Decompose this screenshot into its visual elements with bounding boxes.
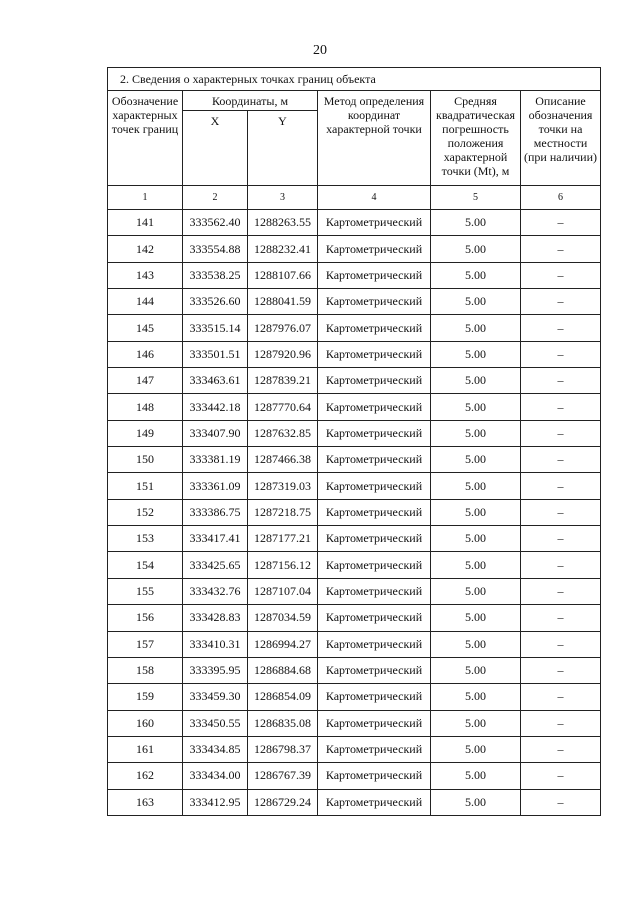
header-method: Метод определения координат характерной точки: [318, 91, 431, 186]
coordinate-y: 1287976.07: [248, 315, 318, 341]
column-number: 5: [431, 186, 521, 210]
table-row: [108, 341, 601, 367]
point-designation: 161: [108, 736, 183, 762]
table-row: [108, 605, 601, 631]
point-designation: 151: [108, 473, 183, 499]
method-cell: Картометрический: [318, 394, 431, 420]
coordinate-x: 333554.88: [183, 236, 248, 262]
column-number: 6: [521, 186, 601, 210]
error-cell: 5.00: [431, 236, 521, 262]
table-row: [108, 394, 601, 420]
point-designation: 158: [108, 657, 183, 683]
error-cell: 5.00: [431, 341, 521, 367]
table-row: [108, 420, 601, 446]
method-cell: Картометрический: [318, 210, 431, 236]
table-row: [108, 368, 601, 394]
coordinate-x: 333407.90: [183, 420, 248, 446]
coordinate-y: 1287770.64: [248, 394, 318, 420]
method-cell: Картометрический: [318, 289, 431, 315]
error-cell: 5.00: [431, 447, 521, 473]
coordinate-x: 333463.61: [183, 368, 248, 394]
boundary-points-table: [107, 67, 601, 816]
error-cell: 5.00: [431, 526, 521, 552]
method-cell: Картометрический: [318, 605, 431, 631]
error-cell: 5.00: [431, 684, 521, 710]
coordinate-y: 1286884.68: [248, 657, 318, 683]
method-cell: Картометрический: [318, 526, 431, 552]
column-number: 1: [108, 186, 183, 210]
coordinate-y: 1286854.09: [248, 684, 318, 710]
description-cell: –: [521, 552, 601, 578]
method-cell: Картометрический: [318, 420, 431, 446]
method-cell: Картометрический: [318, 368, 431, 394]
coordinate-y: 1287632.85: [248, 420, 318, 446]
table-row: [108, 578, 601, 604]
table-row: [108, 710, 601, 736]
method-cell: Картометрический: [318, 789, 431, 815]
error-cell: 5.00: [431, 420, 521, 446]
point-designation: 142: [108, 236, 183, 262]
coordinate-y: 1287319.03: [248, 473, 318, 499]
coordinate-x: 333515.14: [183, 315, 248, 341]
coordinate-x: 333526.60: [183, 289, 248, 315]
method-cell: Картометрический: [318, 473, 431, 499]
description-cell: –: [521, 631, 601, 657]
coordinate-x: 333450.55: [183, 710, 248, 736]
error-cell: 5.00: [431, 736, 521, 762]
header-error: Средняя квадратическая погрешность положения характерной точки (Mt), м: [431, 91, 521, 186]
method-cell: Картометрический: [318, 736, 431, 762]
error-cell: 5.00: [431, 499, 521, 525]
method-cell: Картометрический: [318, 315, 431, 341]
coordinate-x: 333442.18: [183, 394, 248, 420]
description-cell: –: [521, 262, 601, 288]
method-cell: Картометрический: [318, 578, 431, 604]
coordinate-x: 333434.00: [183, 763, 248, 789]
table-row: [108, 236, 601, 262]
point-designation: 163: [108, 789, 183, 815]
method-cell: Картометрический: [318, 763, 431, 789]
description-cell: –: [521, 789, 601, 815]
point-designation: 149: [108, 420, 183, 446]
point-designation: 153: [108, 526, 183, 552]
coordinate-y: 1287107.04: [248, 578, 318, 604]
description-cell: –: [521, 684, 601, 710]
point-designation: 145: [108, 315, 183, 341]
table-row: [108, 473, 601, 499]
description-cell: –: [521, 447, 601, 473]
coordinate-x: 333538.25: [183, 262, 248, 288]
point-designation: 160: [108, 710, 183, 736]
method-cell: Картометрический: [318, 684, 431, 710]
table-row: [108, 499, 601, 525]
method-cell: Картометрический: [318, 657, 431, 683]
table-row: [108, 763, 601, 789]
coordinate-x: 333395.95: [183, 657, 248, 683]
coordinate-y: 1287156.12: [248, 552, 318, 578]
point-designation: 150: [108, 447, 183, 473]
coordinate-x: 333386.75: [183, 499, 248, 525]
method-cell: Картометрический: [318, 341, 431, 367]
method-cell: Картометрический: [318, 710, 431, 736]
error-cell: 5.00: [431, 473, 521, 499]
coordinate-y: 1286994.27: [248, 631, 318, 657]
point-designation: 156: [108, 605, 183, 631]
header-designation: Обозначение характерных точек границ: [108, 91, 183, 186]
coordinate-y: 1287920.96: [248, 341, 318, 367]
description-cell: –: [521, 710, 601, 736]
point-designation: 144: [108, 289, 183, 315]
header-x: X: [183, 111, 248, 186]
description-cell: –: [521, 289, 601, 315]
description-cell: –: [521, 605, 601, 631]
coordinate-y: 1287839.21: [248, 368, 318, 394]
description-cell: –: [521, 315, 601, 341]
header-y: Y: [248, 111, 318, 186]
coordinate-y: 1288232.41: [248, 236, 318, 262]
coordinate-x: 333501.51: [183, 341, 248, 367]
error-cell: 5.00: [431, 394, 521, 420]
point-designation: 152: [108, 499, 183, 525]
coordinate-y: 1288107.66: [248, 262, 318, 288]
error-cell: 5.00: [431, 657, 521, 683]
description-cell: –: [521, 210, 601, 236]
table-row: [108, 526, 601, 552]
description-cell: –: [521, 499, 601, 525]
description-cell: –: [521, 236, 601, 262]
column-number: 4: [318, 186, 431, 210]
error-cell: 5.00: [431, 315, 521, 341]
page-number: 20: [313, 43, 327, 58]
coordinate-x: 333361.09: [183, 473, 248, 499]
coordinate-y: 1288041.59: [248, 289, 318, 315]
table-row: [108, 631, 601, 657]
description-cell: –: [521, 657, 601, 683]
coordinate-y: 1286729.24: [248, 789, 318, 815]
coordinate-x: 333410.31: [183, 631, 248, 657]
coordinate-y: 1287466.38: [248, 447, 318, 473]
header-coordinates: Координаты, м: [183, 91, 318, 111]
coordinate-y: 1288263.55: [248, 210, 318, 236]
column-number: 3: [248, 186, 318, 210]
description-cell: –: [521, 763, 601, 789]
coordinate-y: 1287218.75: [248, 499, 318, 525]
table-row: [108, 315, 601, 341]
coordinate-x: 333381.19: [183, 447, 248, 473]
error-cell: 5.00: [431, 578, 521, 604]
description-cell: –: [521, 394, 601, 420]
coordinate-y: 1287177.21: [248, 526, 318, 552]
error-cell: 5.00: [431, 289, 521, 315]
coordinate-y: 1286835.08: [248, 710, 318, 736]
description-cell: –: [521, 526, 601, 552]
method-cell: Картометрический: [318, 236, 431, 262]
description-cell: –: [521, 473, 601, 499]
table-row: [108, 789, 601, 815]
point-designation: 147: [108, 368, 183, 394]
section-title: 2. Сведения о характерных точках границ объекта: [108, 68, 601, 91]
point-designation: 141: [108, 210, 183, 236]
error-cell: 5.00: [431, 210, 521, 236]
coordinate-x: 333562.40: [183, 210, 248, 236]
error-cell: 5.00: [431, 605, 521, 631]
description-cell: –: [521, 341, 601, 367]
table-row: [108, 289, 601, 315]
table-row: [108, 262, 601, 288]
coordinate-x: 333428.83: [183, 605, 248, 631]
header-description: Описание обозначения точки на местности (при наличии): [521, 91, 601, 186]
table-row: [108, 736, 601, 762]
point-designation: 157: [108, 631, 183, 657]
table-row: [108, 552, 601, 578]
point-designation: 159: [108, 684, 183, 710]
error-cell: 5.00: [431, 368, 521, 394]
point-designation: 146: [108, 341, 183, 367]
coordinate-x: 333432.76: [183, 578, 248, 604]
point-designation: 155: [108, 578, 183, 604]
method-cell: Картометрический: [318, 499, 431, 525]
method-cell: Картометрический: [318, 447, 431, 473]
error-cell: 5.00: [431, 552, 521, 578]
error-cell: 5.00: [431, 763, 521, 789]
coordinate-y: 1286767.39: [248, 763, 318, 789]
table-row: [108, 210, 601, 236]
description-cell: –: [521, 736, 601, 762]
point-designation: 162: [108, 763, 183, 789]
method-cell: Картометрический: [318, 552, 431, 578]
table-row: [108, 684, 601, 710]
error-cell: 5.00: [431, 710, 521, 736]
coordinate-y: 1287034.59: [248, 605, 318, 631]
description-cell: –: [521, 420, 601, 446]
table-body: [108, 210, 601, 816]
coordinate-x: 333412.95: [183, 789, 248, 815]
coordinate-y: 1286798.37: [248, 736, 318, 762]
method-cell: Картометрический: [318, 631, 431, 657]
error-cell: 5.00: [431, 262, 521, 288]
coordinate-x: 333459.30: [183, 684, 248, 710]
coordinate-x: 333434.85: [183, 736, 248, 762]
coordinate-x: 333417.41: [183, 526, 248, 552]
error-cell: 5.00: [431, 789, 521, 815]
point-designation: 148: [108, 394, 183, 420]
coordinate-x: 333425.65: [183, 552, 248, 578]
point-designation: 154: [108, 552, 183, 578]
description-cell: –: [521, 368, 601, 394]
column-number: 2: [183, 186, 248, 210]
method-cell: Картометрический: [318, 262, 431, 288]
table-row: [108, 657, 601, 683]
point-designation: 143: [108, 262, 183, 288]
description-cell: –: [521, 578, 601, 604]
table-row: [108, 447, 601, 473]
error-cell: 5.00: [431, 631, 521, 657]
